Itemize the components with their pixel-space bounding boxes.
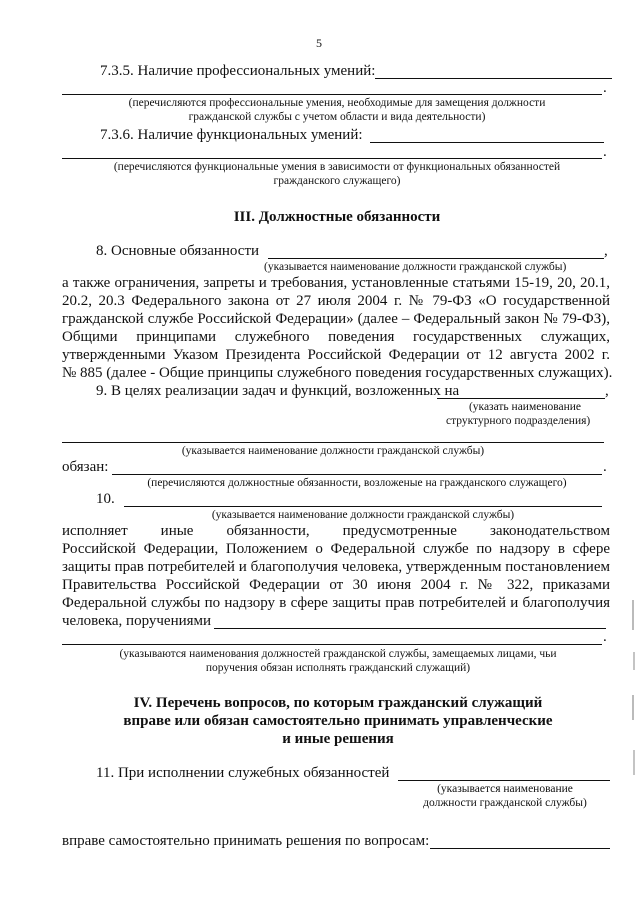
item-7-3-5-note-2: гражданской службы с учетом области и вида деятельности) xyxy=(188,111,486,123)
item-8-text-line: а также ограничения, запреты и требования, установленные статьями 15-19, 20, 20.1, xyxy=(62,275,610,291)
item-10-blank xyxy=(124,506,602,507)
section-3-heading: III. Должностные обязанности xyxy=(233,209,441,225)
item-9-note-2: структурного подразделения) xyxy=(446,415,591,427)
item-10-orders-blank-line2 xyxy=(62,644,602,645)
page-number: 5 xyxy=(316,36,322,50)
item-10-note: (указывается наименование должности гражданской службы) xyxy=(211,509,515,521)
item-11-note-1: (указывается наименование xyxy=(437,783,573,795)
item-8-text-line: Общими принципами служебного поведения государственных служащих, xyxy=(62,329,610,345)
item-8-text-line: гражданской службе Российской Федерации» (далее – Федеральный закон № 79-ФЗ), xyxy=(62,311,610,327)
item-10-text-line: Российской Федерации, Положением о Федеральной службе по надзору в сфере xyxy=(62,541,610,557)
item-10-orders-blank xyxy=(214,628,606,629)
item-9-position-blank xyxy=(62,442,604,443)
item-10-orders: человека, поручениями xyxy=(62,613,212,629)
item-8-label: 8. Основные обязанности xyxy=(96,243,260,259)
item-7-3-5-blank xyxy=(375,78,612,79)
item-9-duties-blank xyxy=(112,474,602,475)
item-9-position-note: (указывается наименование должности гражданской службы) xyxy=(181,445,485,457)
item-11-decide-blank xyxy=(430,848,610,849)
item-8-text-line: утвержденными Указом Президента Российской Федерации от 12 августа 2002 г. xyxy=(62,347,610,363)
section-4-heading-3: и иные решения xyxy=(282,731,394,747)
item-8-text-line: 20.2, 20.3 Федерального закона от 27 июля 2004 г. № 79-ФЗ «О государственной xyxy=(62,293,610,309)
item-7-3-5-blank-line2 xyxy=(62,94,602,95)
item-10-text-line: защиты прав потребителей и благополучия человека, утвержденным постановлением xyxy=(62,559,610,575)
item-10-label: 10. xyxy=(96,491,115,507)
item-11-note-2: должности гражданской службы) xyxy=(423,797,587,809)
item-7-3-6-note-1: (перечисляются функциональные умения в зависимости от функциональных обязанностей xyxy=(113,161,561,173)
section-4-heading-2: вправе или обязан самостоятельно принимать управленческие xyxy=(123,713,553,729)
item-10-note-1: (указываются наименования должностей гражданской службы, замещаемых лицами, чьи xyxy=(119,648,557,660)
item-7-3-6-blank xyxy=(370,142,604,143)
item-11-blank xyxy=(398,780,610,781)
item-8-blank xyxy=(268,258,604,259)
item-8-note: (указывается наименование должности гражданской службы) xyxy=(264,261,567,273)
item-9-label: 9. В целях реализации задач и функций, возложенных на xyxy=(96,383,460,399)
item-10-note-2: поручения обязан исполнять гражданский служащий) xyxy=(205,662,471,674)
item-7-3-6-note-2: гражданского служащего) xyxy=(273,175,401,187)
item-10-text-line: исполняет иные обязанности, предусмотренные законодательством xyxy=(62,523,610,539)
item-9-duties-note: (перечисляются должностные обязанности, возложеные на гражданского служащего) xyxy=(147,477,567,489)
item-7-3-6-blank-line2 xyxy=(62,158,602,159)
item-7-3-5-label: 7.3.5. Наличие профессиональных умений: xyxy=(100,63,376,79)
item-7-3-5-note-1: (перечисляются профессиональные умения, необходимые для замещения должности xyxy=(128,97,546,109)
item-10-text-line: Федеральной службы по надзору в сфере защиты прав потребителей и благополучия xyxy=(62,595,610,611)
section-4-heading-1: IV. Перечень вопросов, по которым гражданский служащий xyxy=(133,695,543,711)
item-11-label: 11. При исполнении служебных обязанностей xyxy=(96,765,390,781)
document-page: 5 7.3.5. Наличие профессиональных умений: . (перечисляются профессиональные умения, необходимые для замещения должности гражданской службы с учетом области и вида деятельности) 7.3.6. Наличие функциональных умений: . (перечисляются функциональные умения в зависимости от функциональных обязанностей гражданского служащего) III. Должностные обязанности 8. Основные обязанности , (указывается наименование должности гражданской службы) а также ограничения, запреты и требования, установленные статьями 15-19, 20, 20.1, 20.2, 20.3 Федерального закона от 27 июля 2004 г. № 79-ФЗ «О государственной гражданской службе Российской Федерации» (далее – Федеральный закон № 79-ФЗ), Общими принципами служебного поведения государственных служащих, утвержденными Указом Президента Российской Федерации от 12 августа 2002 г. № 885 (далее - Общие принципы служебного поведения государственных служащих). 9. В целях реализации задач и функций, возложенных на , (указать наименование структурного подразделения) (указывается наименование должности гражданской службы) обязан: . (перечисляются должностные обязанности, возложеные на гражданского служащего) 10. (указывается наименование должности гражданской службы) исполняет иные обязанности, предусмотренные законодательством Российской Федерации, Положением о Федеральной службе по надзору в сфере защиты прав потребителей и благополучия человека, утвержденным постановлением Правительства Российской Федерации от 30 июня 2004 г. № 322, приказами Федеральной службы по надзору в сфере защиты прав потребителей и благополучия человека, поручениями . (указываются наименования должностей гражданской службы, замещаемых лицами, чьи поручения обязан исполнять гражданский служащий) IV. Перечень вопросов, по которым гражданский служащий вправе или обязан самостоятельно принимать управленческие и иные решения 11. При исполнении служебных обязанностей (указывается наименование должности гражданской службы) вправе самостоятельно принимать решения по вопросам: xyxy=(0,0,640,905)
item-9-obliged: обязан: xyxy=(62,459,109,475)
item-9-note-1: (указать наименование xyxy=(468,401,582,413)
scan-edge-mark xyxy=(630,600,640,780)
item-11-decide: вправе самостоятельно принимать решения по вопросам: xyxy=(62,833,430,849)
item-8-text-line-last: № 885 (далее - Общие принципы служебного поведения государственных служащих). xyxy=(62,365,613,381)
item-10-text-line: Правительства Российской Федерации от 30 июня 2004 г. № 322, приказами xyxy=(62,577,610,593)
item-9-blank xyxy=(437,398,605,399)
item-7-3-6-label: 7.3.6. Наличие функциональных умений: xyxy=(100,127,363,143)
